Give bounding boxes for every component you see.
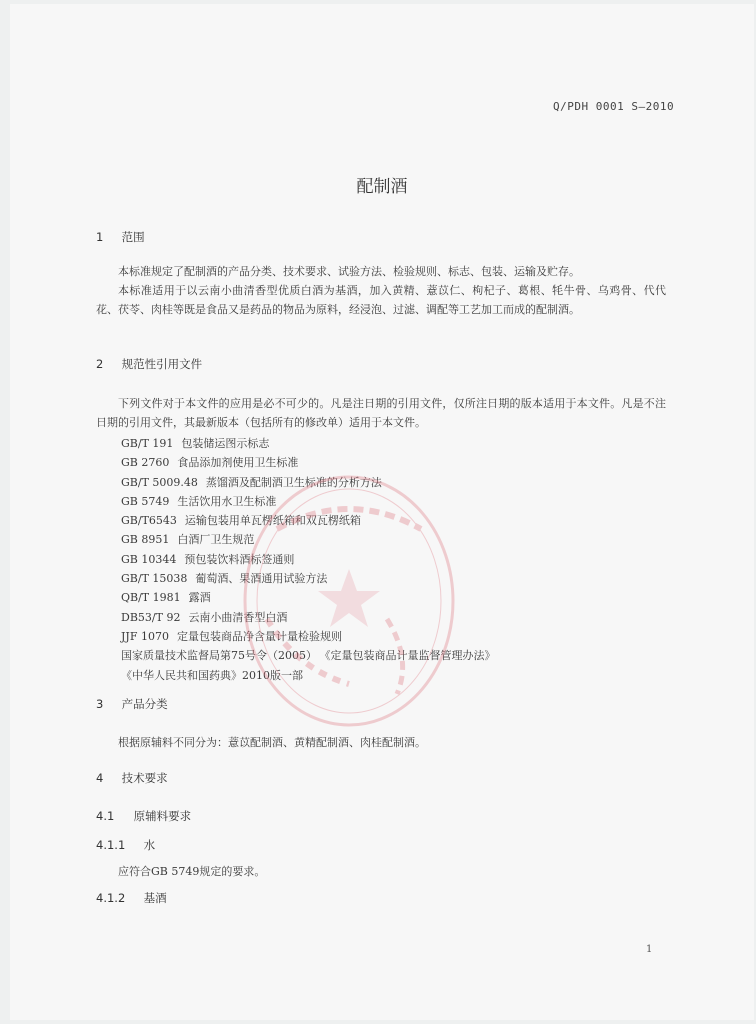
section-4-number: 4 — [96, 771, 104, 785]
section-4-1-1-number: 4.1.1 — [96, 838, 126, 852]
section-4-1-1-text: 应符合GB 5749规定的要求。 — [118, 865, 266, 878]
reference-item: QB/T 1981 露酒 — [121, 591, 211, 605]
reference-item: GB/T6543 运输包装用单瓦楞纸箱和双瓦楞纸箱 — [121, 514, 361, 528]
section-4-1-2-number: 4.1.2 — [96, 891, 126, 905]
section-2-intro: 下列文件对于本文件的应用是必不可少的。凡是注日期的引用文件，仅所注日期的版本适用于本文件。凡是不注日期的引用文件，其最新版本（包括所有的修改单）适用于本文件。 — [96, 397, 666, 429]
section-3-heading — [96, 696, 168, 712]
section-4-1-title: 原辅料要求 — [133, 809, 192, 823]
section-4-1-heading — [96, 808, 191, 824]
document-title: 配制酒 — [356, 177, 408, 197]
section-4-1-2-title: 基酒 — [143, 891, 167, 905]
section-2-title: 规范性引用文件 — [121, 357, 203, 371]
reference-item: GB/T 5009.48 蒸馏酒及配制酒卫生标准的分析方法 — [121, 475, 382, 489]
reference-item: GB 5749 生活饮用水卫生标准 — [121, 494, 277, 508]
page-number: 1 — [646, 944, 653, 955]
section-4-heading — [96, 770, 168, 786]
reference-item: GB/T 191 包装储运图示标志 — [121, 437, 270, 450]
document-code: Q/PDH 0001 S—2010 — [553, 100, 675, 113]
section-4-1-2-heading — [96, 890, 167, 906]
section-4-1-number: 4.1 — [96, 809, 115, 823]
reference-item: GB 2760 食品添加剂使用卫生标准 — [121, 456, 299, 470]
document-page — [10, 4, 754, 1020]
reference-item: GB 8951 白酒厂卫生规范 — [121, 533, 255, 547]
section-4-title: 技术要求 — [121, 771, 168, 785]
reference-item: DB53/T 92 云南小曲清香型白酒 — [121, 610, 288, 624]
section-3-number: 3 — [96, 697, 104, 711]
section-3-title: 产品分类 — [121, 697, 168, 711]
section-4-1-1-heading — [96, 837, 155, 853]
reference-item: GB/T 15038 葡萄酒、果酒通用试验方法 — [121, 572, 328, 586]
reference-item: 《中华人民共和国药典》2010版一部 — [121, 668, 303, 682]
official-seal-stamp — [237, 469, 462, 734]
section-1-number: 1 — [96, 230, 104, 244]
section-2-number: 2 — [96, 357, 104, 371]
section-2-heading — [96, 356, 202, 372]
reference-item: GB 10344 预包装饮料酒标签通则 — [121, 552, 295, 566]
section-3-text: 根据原辅料不同分为：薏苡配制酒、黄精配制酒、肉桂配制酒。 — [118, 736, 426, 749]
section-1-title: 范围 — [121, 230, 145, 244]
section-1-heading — [96, 229, 145, 245]
section-1-paragraph-1: 本标准规定了配制酒的产品分类、技术要求、试验方法、检验规则、标志、包装、运输及贮存。 — [118, 265, 580, 278]
section-4-1-1-title: 水 — [143, 838, 156, 852]
reference-item: JJF 1070 定量包装商品净含量计量检验规则 — [121, 629, 342, 643]
section-1-paragraph-2: 本标准适用于以云南小曲清香型优质白酒为基酒，加入黄精、薏苡仁、枸杞子、葛根、牦牛骨、乌鸡骨、代代花、茯苓、肉桂等既是食品又是药品的物品为原料，经浸泡、过滤、调配等工艺加工而成的配制酒。 — [96, 284, 666, 316]
reference-item: 国家质量技术监督局第75号令（2005） 《定量包装商品计量监督管理办法》 — [121, 649, 496, 663]
